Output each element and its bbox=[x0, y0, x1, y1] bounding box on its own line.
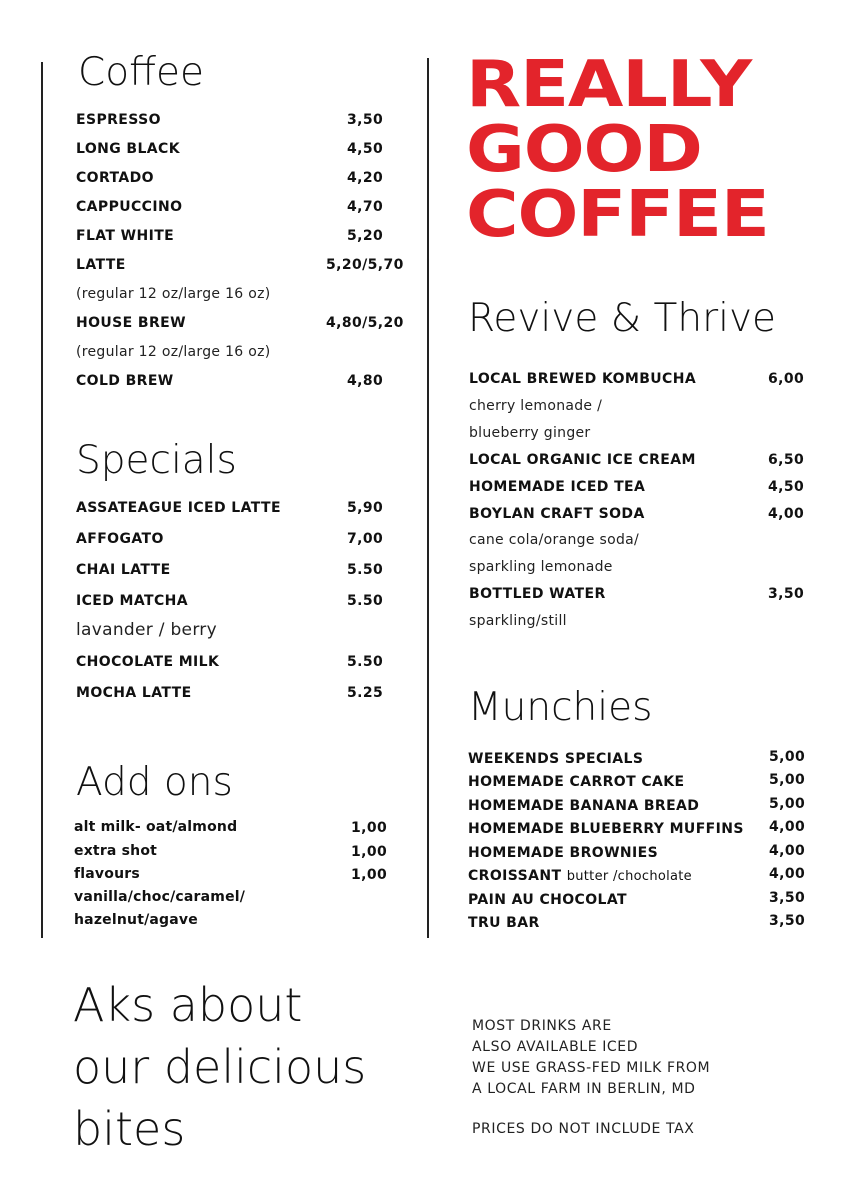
menu-item-name: alt milk- oat/almond bbox=[74, 819, 238, 835]
menu-item-price: 3,50 bbox=[769, 913, 806, 929]
left-rule bbox=[41, 62, 43, 938]
menu-item-price: 7,00 bbox=[347, 531, 384, 547]
menu-item-name: HOMEMADE BLUEBERRY MUFFINS bbox=[468, 821, 744, 837]
menu-item-name: LOCAL BREWED KOMBUCHA bbox=[469, 371, 697, 387]
menu-item-price: 4,00 bbox=[769, 866, 806, 882]
menu-item-price: 6,50 bbox=[768, 452, 805, 468]
footer-note: ALSO AVAILABLE ICED bbox=[472, 1039, 639, 1055]
menu-item-note: sparkling lemonade bbox=[469, 559, 613, 575]
footer-note: MOST DRINKS ARE bbox=[472, 1018, 612, 1034]
menu-item-name: LATTE bbox=[76, 257, 126, 273]
menu-item-price: 4,80/5,20 bbox=[326, 315, 404, 331]
menu-item-name: extra shot bbox=[74, 843, 158, 859]
menu-item-name: HOMEMADE ICED TEA bbox=[469, 479, 646, 495]
menu-item-name: MOCHA LATTE bbox=[76, 685, 192, 701]
revive-heading: Revive & Thrive bbox=[468, 296, 777, 341]
menu-item-price: 3,50 bbox=[347, 112, 384, 128]
menu-item-note: blueberry ginger bbox=[469, 425, 591, 441]
menu-item-price: 5,00 bbox=[769, 796, 806, 812]
flavour-list: vanilla/choc/caramel/ bbox=[74, 889, 246, 905]
menu-item-note: cherry lemonade / bbox=[469, 398, 603, 414]
flavour-list: hazelnut/agave bbox=[74, 912, 198, 928]
footer-note: WE USE GRASS-FED MILK FROM bbox=[472, 1060, 711, 1076]
menu-item-price: 5.50 bbox=[347, 562, 384, 578]
menu-item-price: 3,50 bbox=[769, 890, 806, 906]
ask-line: bites bbox=[73, 1102, 186, 1156]
center-rule bbox=[427, 58, 429, 938]
menu-item-price: 5,20 bbox=[347, 228, 384, 244]
menu-item-price: 5,90 bbox=[347, 500, 384, 516]
menu-item-note: cane cola/orange soda/ bbox=[469, 532, 640, 548]
menu-item-note: sparkling/still bbox=[469, 613, 567, 629]
menu-item-price: 4,50 bbox=[768, 479, 805, 495]
footer-note: PRICES DO NOT INCLUDE TAX bbox=[472, 1121, 695, 1137]
menu-item-name bbox=[468, 868, 692, 884]
menu-item-name: HOUSE BREW bbox=[76, 315, 186, 331]
menu-item-price: 4,00 bbox=[769, 843, 806, 859]
addons-heading: Add ons bbox=[76, 760, 233, 805]
menu-item-price: 5,00 bbox=[769, 749, 806, 765]
menu-item-name: COLD BREW bbox=[76, 373, 174, 389]
menu-item-name: ASSATEAGUE ICED LATTE bbox=[76, 500, 281, 516]
menu-item-name: CAPPUCCINO bbox=[76, 199, 183, 215]
menu-item-name: ICED MATCHA bbox=[76, 593, 188, 609]
menu-item-name: AFFOGATO bbox=[76, 531, 164, 547]
menu-item-name: PAIN AU CHOCOLAT bbox=[468, 892, 627, 908]
menu-item-name: WEEKENDS SPECIALS bbox=[468, 751, 644, 767]
menu-item-note: lavander / berry bbox=[76, 620, 217, 640]
menu-item-name: CORTADO bbox=[76, 170, 154, 186]
menu-item-name: LOCAL ORGANIC ICE CREAM bbox=[469, 452, 696, 468]
menu-item-price: 4,00 bbox=[769, 819, 806, 835]
menu-item-price: 6,00 bbox=[768, 371, 805, 387]
croissant-options: butter /chocholate bbox=[566, 869, 692, 884]
menu-item-price: 5.50 bbox=[347, 593, 384, 609]
menu-item-price: 4,00 bbox=[768, 506, 805, 522]
menu-item-name: BOYLAN CRAFT SODA bbox=[469, 506, 645, 522]
brand-line: COFFEE bbox=[466, 178, 769, 252]
croissant-name: CROISSANT bbox=[468, 868, 562, 884]
footer-note: A LOCAL FARM IN BERLIN, MD bbox=[472, 1081, 696, 1097]
coffee-heading: Coffee bbox=[78, 50, 204, 95]
menu-item-name: CHAI LATTE bbox=[76, 562, 171, 578]
menu-item-price: 4,70 bbox=[347, 199, 384, 215]
menu-item-name: flavours bbox=[74, 866, 140, 882]
menu-item-price: 3,50 bbox=[768, 586, 805, 602]
menu-item-name: HOMEMADE CARROT CAKE bbox=[468, 774, 685, 790]
menu-item-note: (regular 12 oz/large 16 oz) bbox=[76, 344, 271, 360]
menu-item-price: 5,00 bbox=[769, 772, 806, 788]
menu-item-price: 1,00 bbox=[351, 820, 388, 836]
munchies-heading: Munchies bbox=[468, 685, 653, 730]
menu-item-note: (regular 12 oz/large 16 oz) bbox=[76, 286, 271, 302]
menu-item-name: ESPRESSO bbox=[76, 112, 161, 128]
ask-line: Aks about bbox=[73, 978, 303, 1032]
menu-item-name: HOMEMADE BROWNIES bbox=[468, 845, 659, 861]
menu-item-name: TRU BAR bbox=[468, 915, 540, 931]
menu-item-price: 1,00 bbox=[351, 867, 388, 883]
menu-item-price: 4,50 bbox=[347, 141, 384, 157]
menu-item-price: 5,20/5,70 bbox=[326, 257, 404, 273]
menu-item-name: BOTTLED WATER bbox=[469, 586, 606, 602]
menu-item-name: FLAT WHITE bbox=[76, 228, 175, 244]
specials-heading: Specials bbox=[76, 438, 237, 483]
menu-item-name: CHOCOLATE MILK bbox=[76, 654, 220, 670]
menu-item-price: 5.25 bbox=[347, 685, 384, 701]
brand-line: REALLY bbox=[466, 48, 752, 122]
menu-item-price: 5.50 bbox=[347, 654, 384, 670]
menu-item-name: HOMEMADE BANANA BREAD bbox=[468, 798, 700, 814]
brand-line: GOOD bbox=[466, 113, 702, 187]
menu-item-name: LONG BLACK bbox=[76, 141, 180, 157]
menu-item-price: 1,00 bbox=[351, 844, 388, 860]
ask-line: our delicious bbox=[73, 1040, 367, 1094]
menu-item-price: 4,80 bbox=[347, 373, 384, 389]
menu-item-price: 4,20 bbox=[347, 170, 384, 186]
